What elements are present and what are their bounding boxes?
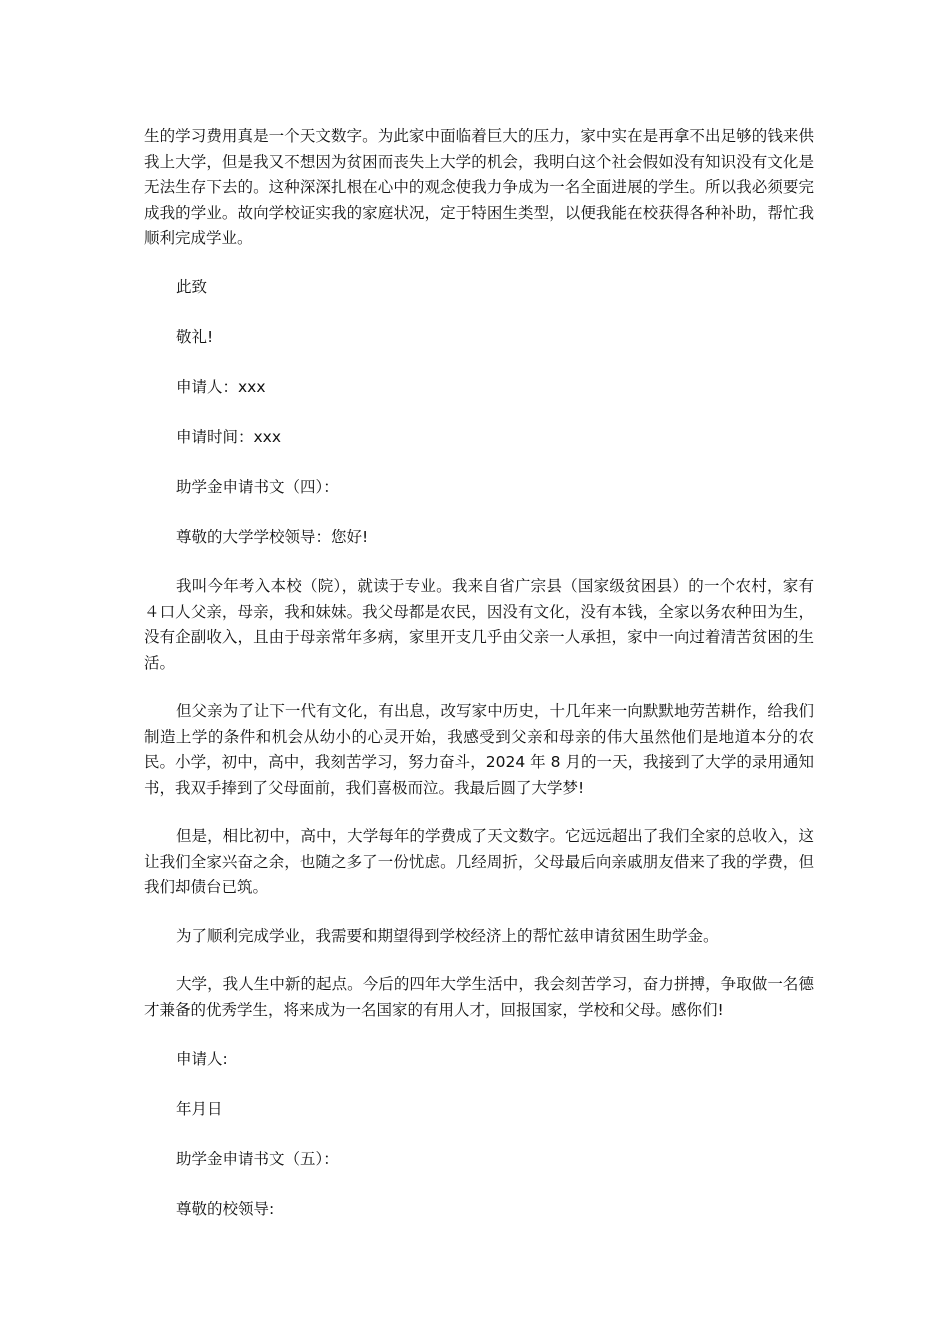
salutation-4: 尊敬的大学学校领导：您好! [176, 528, 369, 546]
section-heading-5: 助学金申请书文（五）： [176, 1150, 339, 1168]
applicant-signature-line: 申请人: [176, 1050, 228, 1068]
paragraph-4-2: 但父亲为了让下一代有文化，有出息，改写家中历史，十几年来一向默默地劳苦耕作，给我们制造上学的条件和机会从幼小的心灵开始，我感受到父亲和母亲的伟大虽然他们是地道本分的农民。小学，初中，高中，我刻苦学习，努力奋斗，2024 年 8 月的一天，我接到了大学的录用通知书，我双手捧到了父母面前，我们喜极而泣。我最后圆了大学梦! [144, 702, 814, 797]
paragraph-4-4: 为了顺利完成学业，我需要和期望得到学校经济上的帮忙兹申请贫困生助学金。 [176, 927, 719, 945]
salutation-5: 尊敬的校领导: [176, 1200, 275, 1218]
applicant-line: 申请人：xxx [176, 378, 266, 396]
date-line: 年月日 [176, 1100, 223, 1118]
closing-salute: 敬礼! [176, 328, 214, 346]
paragraph-4-3: 但是，相比初中，高中，大学每年的学费成了天文数字。它远远超出了我们全家的总收入，这让我们全家兴奋之余，也随之多了一份忧虑。几经周折，父母最后向亲戚朋友借来了我的学费，但我们却债台已筑。 [144, 827, 814, 896]
section-heading-4: 助学金申请书文（四）： [176, 478, 339, 496]
paragraph-intro: 生的学习费用真是一个天文数字。为此家中面临着巨大的压力，家中实在是再拿不出足够的钱来供我上大学，但是我又不想因为贫困而丧失上大学的机会，我明白这个社会假如没有知识没有文化是无法生存下去的。这种深深扎根在心中的观念使我力争成为一名全面进展的学生。所以我必须要完成我的学业。故向学校证实我的家庭状况，定于特困生类型，以便我能在校获得各种补助，帮忙我顺利完成学业。 [144, 127, 814, 247]
paragraph-4-1: 我叫今年考入本校（院），就读于专业。我来自省广宗县（国家级贫困县）的一个农村，家有４口人父亲，母亲，我和妹妹。我父母都是农民，因没有文化，没有本钱，全家以务农种田为生，没有企副收入，且由于母亲常年多病，家里开支几乎由父亲一人承担，家中一向过着清苦贫困的生活。 [144, 577, 814, 672]
paragraph-4-5: 大学，我人生中新的起点。今后的四年大学生活中，我会刻苦学习，奋力拼搏，争取做一名德才兼备的优秀学生，将来成为一名国家的有用人才，回报国家，学校和父母。感你们! [144, 975, 814, 1019]
application-date-line: 申请时间：xxx [176, 428, 282, 446]
closing-regards: 此致 [176, 278, 208, 296]
